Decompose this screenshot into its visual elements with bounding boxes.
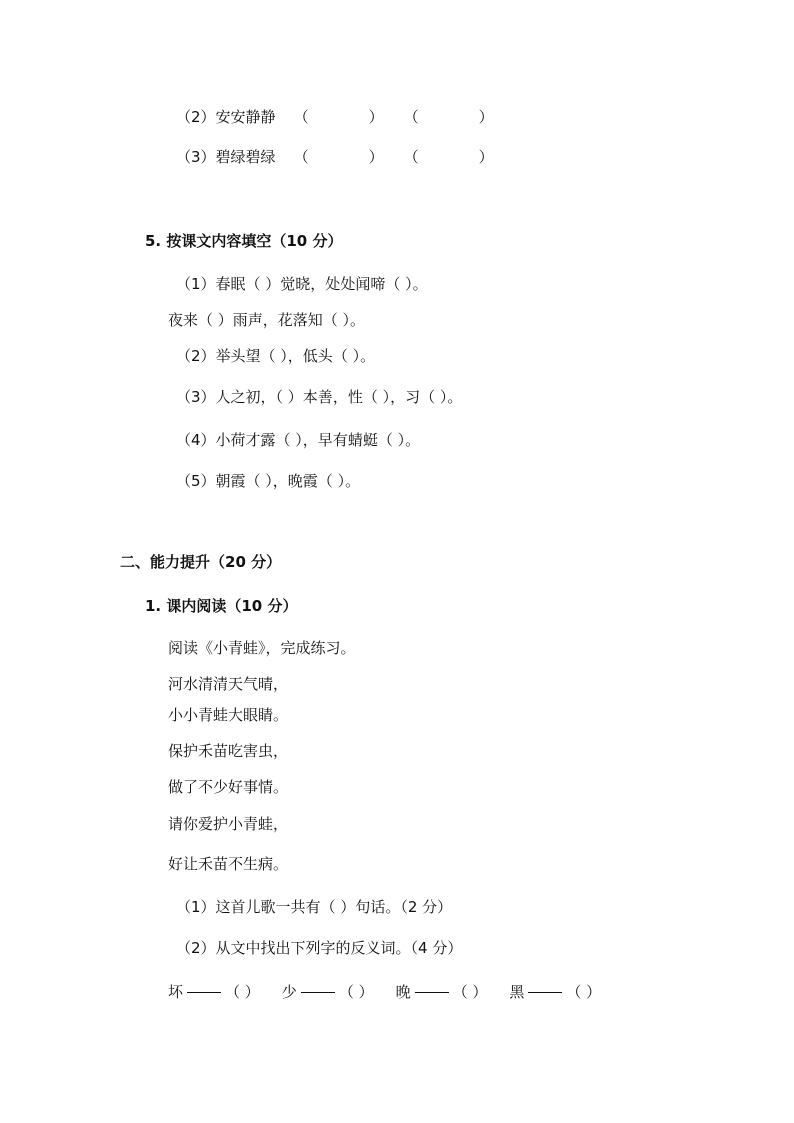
- item-number: （3）: [176, 148, 216, 166]
- q5-line-5: （5）朝霞（ ），晚霞（ ）。: [176, 472, 361, 490]
- antonym-dash: [301, 992, 335, 993]
- q5-title: 5. 按课文内容填空（10 分）: [145, 232, 343, 250]
- s2-q1-title: 1. 课内阅读（10 分）: [145, 597, 298, 615]
- blank-close: ）: [478, 108, 494, 126]
- antonym-dash: [528, 992, 562, 993]
- blank-open: （: [293, 148, 309, 166]
- q5-line-3: （3）人之初，（ ）本善，性（ ），习（ ）。: [176, 388, 463, 406]
- blank-close: ）: [368, 108, 384, 126]
- antonym-dash: [187, 992, 221, 993]
- antonym-paren: （ ）: [566, 983, 602, 1001]
- antonym-paren: （ ）: [338, 983, 374, 1001]
- antonym-char: 晚: [395, 983, 411, 1001]
- blank-close: ）: [478, 148, 494, 166]
- item-number: （2）: [176, 108, 216, 126]
- sub-question-2: （2）从文中找出下列字的反义词。（4 分）: [176, 939, 463, 957]
- blank-open: （: [403, 148, 419, 166]
- poem-line: 做了不少好事情。: [168, 778, 289, 796]
- reading-intro: 阅读《小青蛙》，完成练习。: [168, 639, 356, 657]
- poem-line: 河水清清天气晴，: [168, 675, 289, 693]
- q4-item-2: [176, 107, 494, 127]
- sub-question-1: （1）这首儿歌一共有（ ）句话。（2 分）: [176, 898, 453, 916]
- poem-line: 好让禾苗不生病。: [168, 855, 289, 873]
- antonym-dash: [415, 992, 449, 993]
- antonym-paren: （ ）: [225, 983, 260, 1001]
- item-word: 碧绿碧绿: [215, 148, 276, 166]
- item-word: 安安静静: [215, 108, 276, 126]
- blank-open: （: [403, 108, 419, 126]
- antonym-paren: （ ）: [452, 983, 488, 1001]
- poem-line: 保护禾苗吃害虫，: [168, 742, 289, 760]
- q5-line-2: （2）举头望（ ），低头（ ）。: [176, 347, 376, 365]
- q5-line-1b: 夜来（ ）雨声，花落知（ ）。: [168, 311, 366, 329]
- section-2-heading: 二、能力提升（20 分）: [120, 553, 282, 571]
- poem-line: 小小青蛙大眼睛。: [168, 706, 289, 724]
- q5-line-4: （4）小荷才露（ ），早有蜻蜓（ ）。: [176, 431, 421, 449]
- q4-item-3: [176, 147, 494, 167]
- antonym-char: 黑: [509, 983, 525, 1001]
- blank-open: （: [293, 108, 309, 126]
- antonym-char: 少: [281, 983, 297, 1001]
- q5-line-1: （1）春眠（ ）觉晓，处处闻啼（ ）。: [176, 275, 428, 293]
- poem-line: 请你爱护小青蛙，: [168, 815, 289, 833]
- blank-close: ）: [368, 148, 384, 166]
- antonym-row: [168, 982, 601, 1002]
- antonym-char: 坏: [168, 983, 184, 1001]
